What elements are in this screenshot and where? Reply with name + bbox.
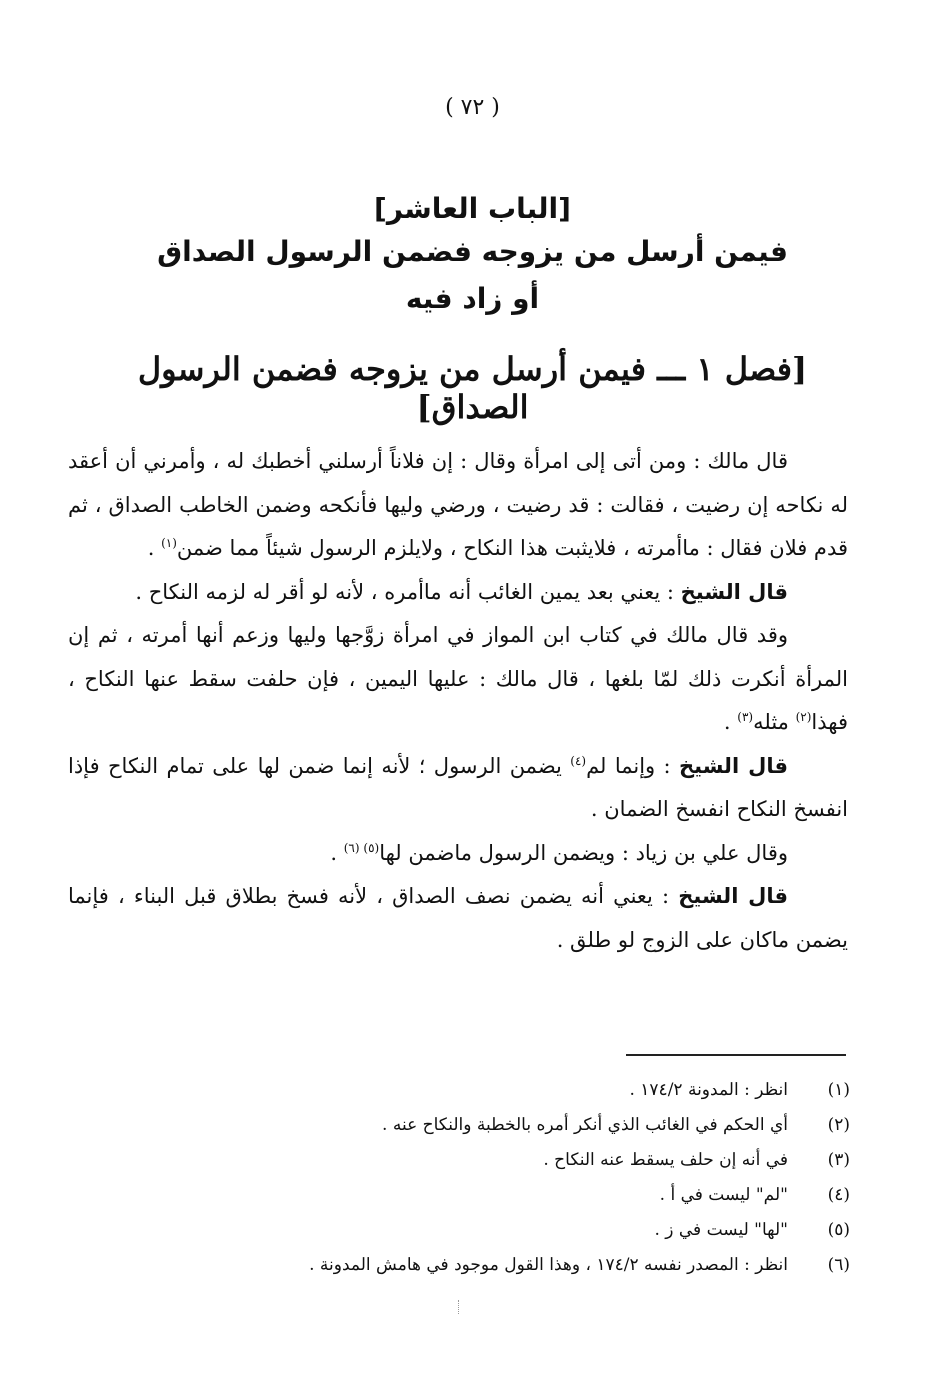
- paragraph-1: [68, 440, 848, 571]
- chapter-label: [الباب العاشر]: [374, 192, 571, 225]
- footnote-ref: (٢): [795, 710, 812, 724]
- paragraph-mid: مثله: [753, 710, 796, 734]
- paragraph-text: وقال علي بن زياد : ويضمن الرسول ماضمن لها: [379, 840, 788, 865]
- paragraph-tail: .: [723, 710, 738, 734]
- chapter-title-line-2: أو زاد فيه: [405, 282, 540, 315]
- footnote-number: (٤): [827, 1184, 850, 1205]
- footnote-text: انظر : المدونة ١٧٤/٢ .: [629, 1079, 788, 1100]
- paragraph-tail: .: [147, 536, 162, 560]
- scan-mark: [458, 1300, 461, 1314]
- paragraph-tail: .: [330, 840, 344, 865]
- paragraph-text: قال مالك : ومن أتى إلى امرأة وقال : إن فلاناً أرسلني أخطبك له ، وأمرني أن أعقد له نكاحه إن رضيت ، فقالت : قد رضيت ، ورضي وليها فأنكحه وضمن الخاطب الصداق ، ثم قدم فلان فقال : ماأمرته ، فلايثبت هذا النكاح ، ولايلزم الرسول شيئاً مما ضمن: [68, 449, 848, 560]
- speaker-label: قال الشيخ: [680, 579, 788, 604]
- speaker-label: قال الشيخ: [678, 753, 789, 778]
- footnote-ref: (٣): [737, 710, 754, 724]
- footnote-number: (٥): [827, 1219, 850, 1240]
- paragraph-text: وقد قال مالك في كتاب ابن المواز في امرأة زوَّجها وليها وزعم أنها أمرته ، ثم إن المرأة أنكرت ذلك لمّا بلغها ، قال مالك : عليها اليمين ، فإن حلفت سقط عنها النكاح ، فهذا: [68, 623, 848, 734]
- footnote-number: (٦): [827, 1254, 850, 1275]
- footnote-text: انظر : المصدر نفسه ١٧٤/٢ ، وهذا القول موجود في هامش المدونة .: [309, 1254, 788, 1275]
- footnote-item: [150, 1142, 850, 1177]
- footnote-ref: (٤): [570, 753, 587, 768]
- paragraph-5: [68, 832, 848, 876]
- footnote-item: [150, 1247, 850, 1282]
- chapter-title-line-1: فيمن أرسل من يزوجه فضمن الرسول الصداق: [157, 235, 788, 268]
- footnote-item: [150, 1177, 850, 1212]
- footnote-text: في أنه إن حلف يسقط عنه النكاح .: [543, 1149, 788, 1170]
- speaker-label: قال الشيخ: [678, 884, 789, 908]
- body-text: [68, 440, 848, 962]
- footnote-ref: (١): [161, 536, 177, 550]
- footnotes: [150, 1072, 850, 1282]
- footnote-number: (١): [827, 1079, 850, 1100]
- page-number: ( ٧٢ ): [445, 95, 500, 120]
- footnote-number: (٣): [827, 1149, 850, 1170]
- paragraph-6: [68, 875, 848, 962]
- footnote-divider: [626, 1054, 846, 1056]
- paragraph-text: : يعني بعد يمين الغائب أنه ماأمره ، لأنه لو أقر له لزمه النكاح .: [135, 579, 681, 604]
- footnote-number: (٢): [827, 1114, 850, 1135]
- section-heading: [فصل ١ ـــ فيمن أرسل من يزوجه فضمن الرسول الصداق]: [137, 350, 808, 426]
- paragraph-3: [68, 614, 848, 745]
- paragraph-4: [68, 745, 848, 832]
- paragraph-text: : وإنما لم: [586, 753, 679, 778]
- paragraph-tail: يضمن الرسول ؛ لأنه إنما ضمن لها على تمام النكاح فإذا انفسخ النكاح انفسخ الضمان .: [68, 753, 848, 821]
- paragraph-2: [68, 571, 848, 615]
- footnote-item: [150, 1072, 850, 1107]
- footnote-text: "لم" ليست في أ .: [659, 1184, 788, 1205]
- footnote-text: أي الحكم في الغائب الذي أنكر أمره بالخطبة والنكاح عنه .: [382, 1114, 788, 1135]
- footnote-ref: (٦): [343, 840, 364, 855]
- footnote-text: "لها" ليست في ز .: [654, 1219, 788, 1240]
- footnote-item: [150, 1212, 850, 1247]
- footnote-item: [150, 1107, 850, 1142]
- paragraph-text: : يعني أنه يضمن نصف الصداق ، لأنه فسخ بطلاق قبل البناء ، فإنما يضمن ماكان على الزوج لو طلق .: [68, 884, 848, 952]
- footnote-ref: (٥): [363, 840, 380, 855]
